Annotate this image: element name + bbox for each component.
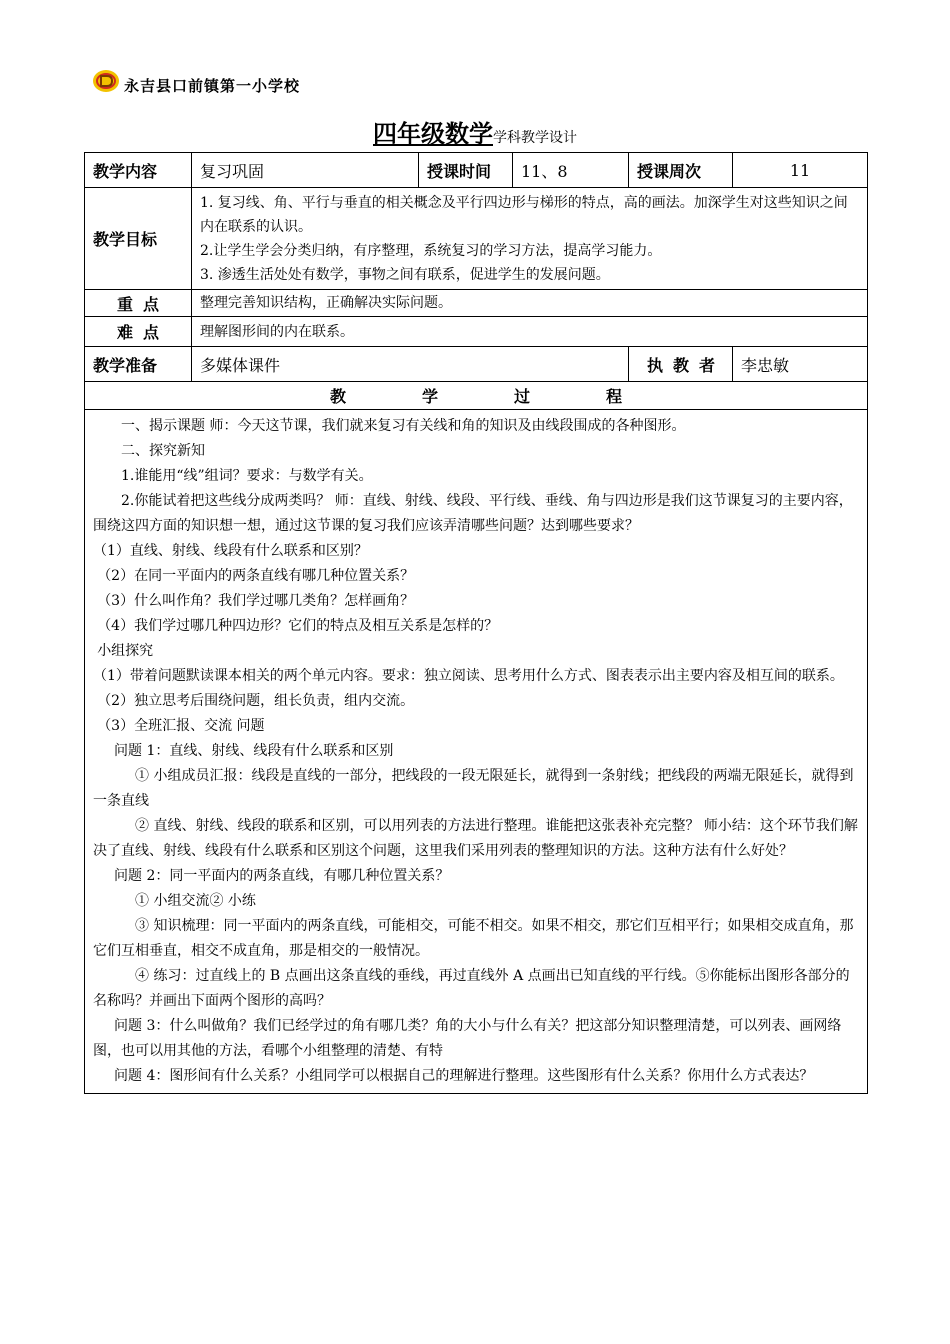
key-row [85, 290, 868, 317]
page-title [0, 114, 950, 149]
process-line: （1）带着问题默读课本相关的两个单元内容。要求：独立阅读、思考用什么方式、图表表示出主要内容及相互间的联系。 [93, 668, 844, 684]
content-label: 教学内容 [85, 153, 192, 188]
school-logo-icon [92, 67, 120, 95]
goals-content [192, 188, 868, 290]
teacher-value: 李忠敏 [733, 347, 868, 382]
process-line: （2）在同一平面内的两条直线有哪几种位置关系？ [97, 568, 415, 584]
process-line: 1.谁能用“线”组词？要求：与数学有关。 [121, 468, 373, 484]
school-name: 永吉县口前镇第一小学校 [124, 76, 301, 95]
process-line: ① 小组成员汇报：线段是直线的一部分，把线段的一段无限延长，就得到一条射线；把线段的两端无限延长，就得到一条直线 [93, 768, 854, 809]
process-content [85, 410, 868, 1094]
time-label: 授课时间 [419, 153, 513, 188]
process-row [85, 410, 868, 1094]
difficulty-label: 难点 [85, 317, 192, 347]
teacher-label: 执教者 [629, 347, 733, 382]
process-line: 二、探究新知 [121, 443, 205, 459]
difficulty-value: 理解图形间的内在联系。 [192, 317, 868, 347]
process-line: 问题 3：什么叫做角？我们已经学过的角有哪几类？角的大小与什么有关？把这部分知识整理清楚，可以列表、画网络图，也可以用其他的方法，看哪个小组整理的清楚、有特 [93, 1018, 842, 1059]
process-heading-row [85, 382, 868, 410]
prep-row [85, 347, 868, 382]
process-heading [85, 382, 868, 410]
goals-label: 教学目标 [85, 188, 192, 290]
title-sub: 学科教学设计 [493, 130, 577, 146]
goals-row [85, 188, 868, 290]
goal-item: 1. 复习线、角、平行与垂直的相关概念及平行四边形与梯形的特点，高的画法。加深学生对这些知识之间内在联系的认识。 [200, 194, 848, 235]
process-line: 问题 1：直线、射线、线段有什么联系和区别 [114, 743, 394, 759]
difficulty-row [85, 317, 868, 347]
process-heading-char: 学 [421, 387, 438, 406]
process-line: 2.你能试着把这些线分成两类吗？ 师：直线、射线、线段、平行线、垂线、角与四边形是我们这节课复习的主要内容，围绕这四方面的知识想一想，通过这节课的复习我们应该弄清哪些问题？达到哪些要求？ [93, 493, 853, 534]
week-label: 授课周次 [629, 153, 733, 188]
process-line: ④ 练习：过直线上的 B 点画出这条直线的垂线，再过直线外 A 点画出已知直线的平行线。⑤你能标出图形各部分的名称吗？并画出下面两个图形的高吗？ [93, 968, 850, 1009]
process-line: 小组探究 [97, 643, 154, 659]
process-line: ② 直线、射线、线段的联系和区别，可以用列表的方法进行整理。谁能把这张表补充完整？ 师小结：这个环节我们解决了直线、射线、线段有什么联系和区别这个问题，这里我们采用列表的整理知识的方法。这种方法有什么好处？ [93, 818, 858, 859]
process-line: （3）什么叫作角？我们学过哪几类角？怎样画角？ [97, 593, 415, 609]
goal-item: 3. 渗透生活处处有数学，事物之间有联系，促进学生的发展问题。 [200, 266, 610, 283]
lesson-plan-table [84, 152, 868, 1094]
process-line: （3）全班汇报、交流 问题 [97, 718, 265, 734]
process-line: （2）独立思考后围绕问题，组长负责，组内交流。 [97, 693, 415, 709]
process-heading-char: 过 [514, 387, 531, 406]
goal-item: 2.让学生学会分类归纳，有序整理，系统复习的学习方法，提高学习能力。 [200, 242, 662, 259]
school-header [92, 64, 300, 98]
process-line: 一、揭示课题 师：今天这节课，我们就来复习有关线和角的知识及由线段围成的各种图形。 [121, 418, 686, 434]
info-row [85, 153, 868, 188]
process-line: ③ 知识梳理：同一平面内的两条直线，可能相交，可能不相交。如果不相交，那它们互相平行；如果相交成直角，那它们互相垂直，相交不成直角，那是相交的一般情况。 [93, 918, 854, 959]
key-value: 整理完善知识结构，正确解决实际问题。 [192, 290, 868, 317]
process-line: ① 小组交流② 小练 [135, 893, 256, 909]
week-value: 11 [733, 153, 868, 188]
process-line: 问题 4：图形间有什么关系？小组同学可以根据自己的理解进行整理。这些图形有什么关系？你用什么方式表达？ [114, 1068, 814, 1084]
process-heading-char: 教 [329, 387, 346, 406]
process-line: （4）我们学过哪几种四边形？它们的特点及相互关系是怎样的？ [97, 618, 499, 634]
title-main: 四年级数学 [373, 120, 493, 148]
prep-label: 教学准备 [85, 347, 192, 382]
process-line: 问题 2：同一平面内的两条直线，有哪几种位置关系？ [114, 868, 450, 884]
process-line: （1）直线、射线、线段有什么联系和区别？ [93, 543, 368, 559]
time-value: 11、8 [513, 153, 629, 188]
prep-value: 多媒体课件 [192, 347, 629, 382]
content-value: 复习巩固 [192, 153, 419, 188]
key-label: 重点 [85, 290, 192, 317]
process-heading-char: 程 [606, 387, 623, 406]
